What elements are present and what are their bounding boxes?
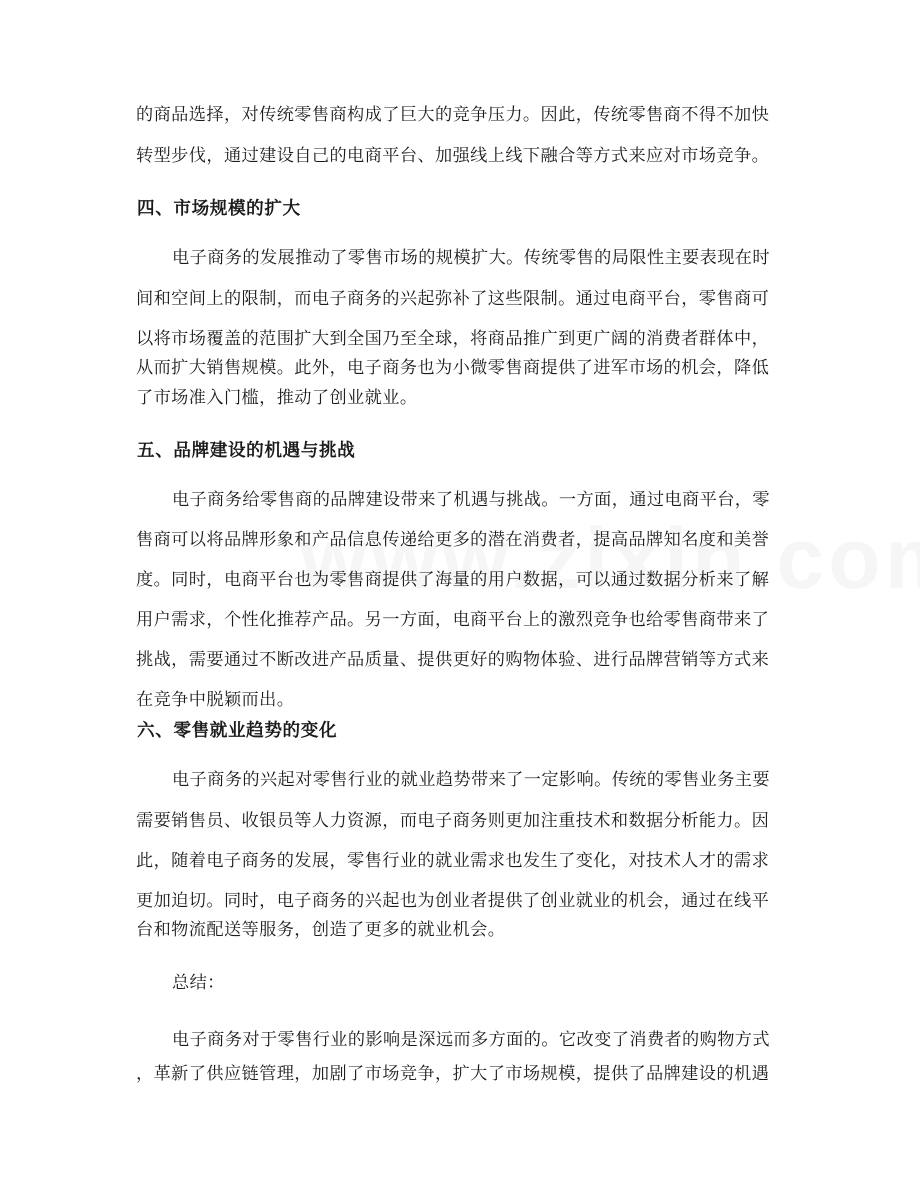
section-heading: 五、品牌建设的机遇与挑战: [137, 441, 356, 461]
section-heading: 四、市场规模的扩大: [137, 199, 301, 219]
paragraph-line: 以将市场覆盖的范围扩大到全国乃至全球，将商品推广到更广阔的消费者群体中，: [136, 329, 770, 349]
paragraph-line: 需要销售员、收银员等人力资源，而电子商务则更加注重技术和数据分析能力。因: [136, 811, 770, 831]
paragraph-line: 用户需求，个性化推荐产品。另一方面，电商平台上的激烈竞争也给零售商带来了: [136, 610, 770, 630]
paragraph-line: 从而扩大销售规模。此外，电子商务也为小微零售商提供了进军市场的机会，降低: [136, 358, 770, 378]
paragraph-line: 电子商务给零售商的品牌建设带来了机遇与挑战。一方面，通过电商平台，零: [172, 490, 770, 510]
paragraph-line: 挑战，需要通过不断改进产品质量、提供更好的购物体验、进行品牌营销等方式来: [136, 650, 770, 670]
paragraph-line: 电子商务的兴起对零售行业的就业趋势带来了一定影响。传统的零售业务主要: [172, 770, 770, 790]
paragraph-line: 间和空间上的限制，而电子商务的兴起弥补了这些限制。通过电商平台，零售商可: [136, 289, 770, 309]
summary-label: 总结：: [172, 973, 225, 993]
paragraph-line: 在竞争中脱颖而出。: [136, 690, 295, 710]
paragraph-line: 的商品选择，对传统零售商构成了巨大的竞争压力。因此，传统零售商不得不加快: [136, 105, 770, 125]
paragraph-line: 台和物流配送等服务，创造了更多的就业机会。: [136, 920, 506, 940]
paragraph-line: 度。同时，电商平台也为零售商提供了海量的用户数据，可以通过数据分析来了解: [136, 570, 770, 590]
paragraph-line: ，革新了供应链管理，加剧了市场竞争，扩大了市场规模，提供了品牌建设的机遇: [136, 1064, 770, 1084]
paragraph-line: 电子商务的发展推动了零售市场的规模扩大。传统零售的局限性主要表现在时: [172, 248, 770, 268]
paragraph-line: 转型步伐，通过建设自己的电商平台、加强线上线下融合等方式来应对市场竞争。: [136, 146, 770, 166]
paragraph-line: 了市场准入门槛，推动了创业就业。: [136, 388, 418, 408]
paragraph-line: 此，随着电子商务的发展，零售行业的就业需求也发生了变化，对技术人才的需求: [136, 851, 770, 871]
paragraph-line: 电子商务对于零售行业的影响是深远而多方面的。它改变了消费者的购物方式: [172, 1030, 770, 1050]
watermark: [300, 510, 920, 609]
section-heading: 六、零售就业趋势的变化: [137, 721, 338, 741]
paragraph-line: 更加迫切。同时，电子商务的兴起也为创业者提供了创业就业的机会，通过在线平: [136, 891, 770, 911]
paragraph-line: 售商可以将品牌形象和产品信息传递给更多的潜在消费者，提高品牌知名度和美誉: [136, 530, 770, 550]
